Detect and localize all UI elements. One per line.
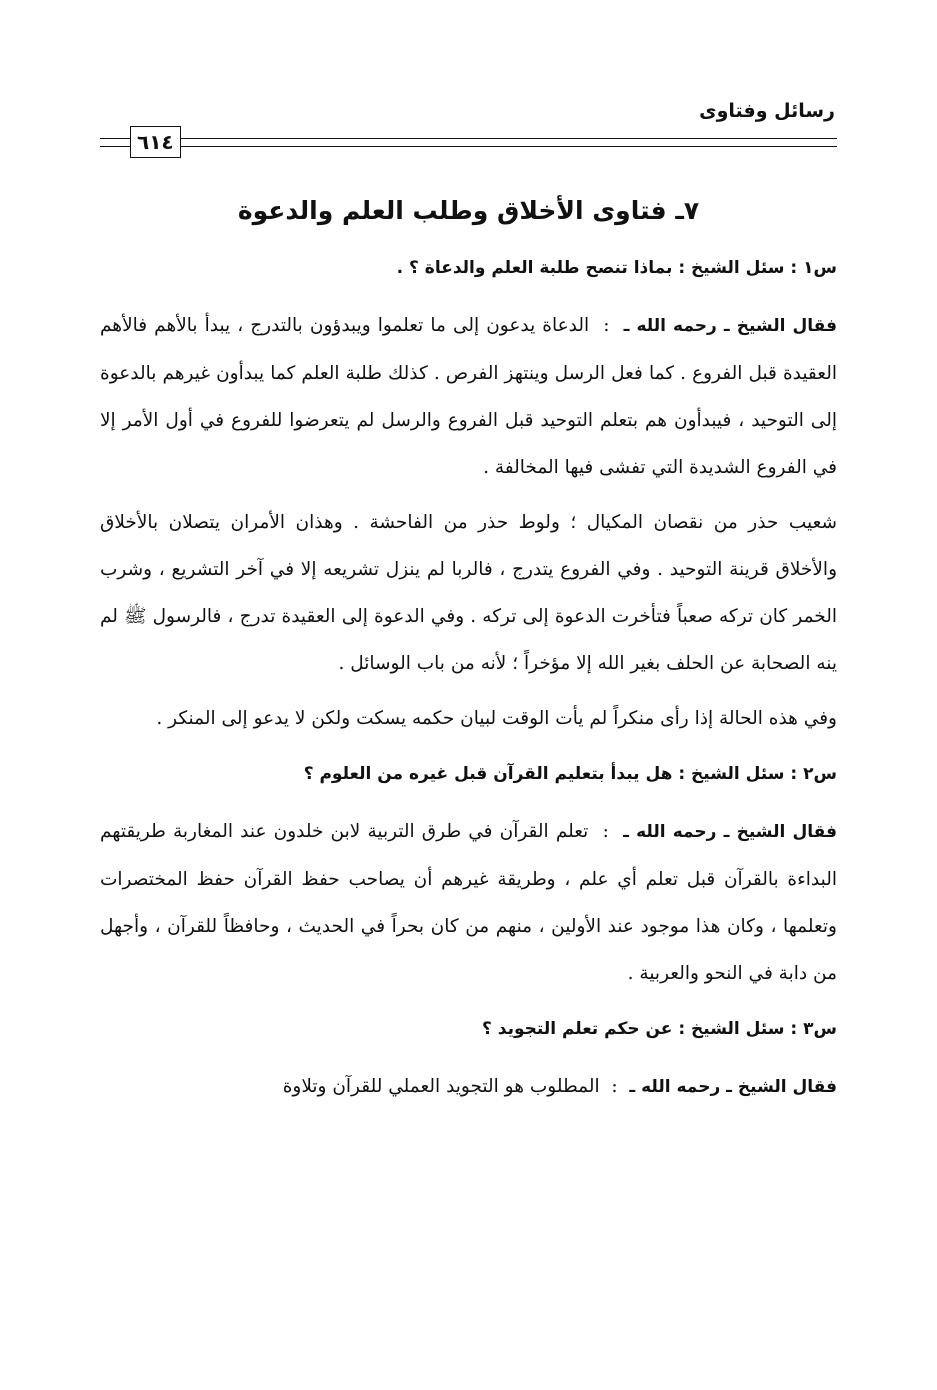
page-number: ٦١٤ [130,126,181,158]
answer-2-paragraph-1: فقال الشيخ ـ رحمه الله ـ : تعلم القرآن في طرق التربية لابن خلدون عند المغاربة طريقتهم البداءة بالقرآن قبل تعلم أي علم ، وطريقة غيرهم أن يصاحب حفظ القرآن حفظ المختصرات وتعلمها ، وكان هذا موجود عند الأولين ، منهم من كان بحراً في الحديث ، وحافظاً للقرآن ، وأجهل من دابة في النحو والعربية . [100,821,837,984]
section-title: ٧ـ فتاوى الأخلاق وطلب العلم والدعوة [237,196,700,225]
answer-text: تعلم القرآن في طرق التربية لابن خلدون عند المغاربة طريقتهم البداءة بالقرآن قبل تعلم أي علم ، وطريقة غيرهم أن يصاحب حفظ القرآن حفظ المختصرات وتعلمها ، وكان هذا موجود عند الأولين ، منهم من كان بحراً في الحديث ، وحافظاً للقرآن ، وأجهل من دابة في النحو والعربية . [100,821,837,984]
answer-1-paragraph-2: شعيب حذر من نقصان المكيال ؛ ولوط حذر من الفاحشة . وهذان الأمران يتصلان بالأخلاق والأخلاق قرينة التوحيد . وفي الفروع يتدرج ، فالربا لم ينزل تشريعه إلا في آخر التشريع ، وشرب الخمر كان تركه صعباً فتأخرت الدعوة إلى تركه . وفي الدعوة إلى العقيدة تدرج ، فالرسول ﷺ لم ينه الصحابة عن الحلف بغير الله إلا مؤخراً ؛ لأنه من باب الوسائل . [100,512,837,674]
answer-3-paragraph-1: فقال الشيخ ـ رحمه الله ـ : المطلوب هو التجويد العملي للقرآن وتلاوة [282,1076,837,1097]
answer-text: الدعاة يدعون إلى ما تعلموا ويبدؤون بالتدرج ، يبدأ بالأهم فالأهم العقيدة قبل الفروع . كما فعل الرسل وينتهز الفرص . كذلك طلبة العلم كما يبدأون غيرهم بالدعوة إلى التوحيد ، فيبدأون هم بتعلم التوحيد قبل الفروع والرسل لم يتعرضوا للفروع في أول الأمر إلا في الفروع الشديدة التي تفشى فيها المخالفة . [100,315,837,478]
answer-1-paragraph-3: وفي هذه الحالة إذا رأى منكراً لم يأت الوقت لبيان حكمه يسكت ولكن لا يدعو إلى المنكر . [156,708,837,729]
question-1: س١ : سئل الشيخ : بماذا تنصح طلبة العلم والدعاة ؟ . [396,258,837,278]
header-rule [100,138,837,139]
answer-lead: فقال الشيخ ـ رحمه الله ـ [623,316,838,336]
page-content [100,182,837,1117]
question-2: س٢ : سئل الشيخ : هل يبدأ بتعليم القرآن قبل غيره من العلوم ؟ [303,764,837,784]
answer-lead: فقال الشيخ ـ رحمه الله ـ [623,822,837,842]
answer-lead: فقال الشيخ ـ رحمه الله ـ [629,1077,837,1097]
answer-1-paragraph-1: فقال الشيخ ـ رحمه الله ـ : الدعاة يدعون إلى ما تعلموا ويبدؤون بالتدرج ، يبدأ بالأهم فالأهم العقيدة قبل الفروع . كما فعل الرسل وينتهز الفرص . كذلك طلبة العلم كما يبدأون غيرهم بالدعوة إلى التوحيد ، فيبدأون هم بتعلم التوحيد قبل الفروع والرسل لم يتعرضوا للفروع في أول الأمر إلا في الفروع الشديدة التي تفشى فيها المخالفة . [100,315,838,478]
question-3: س٣ : سئل الشيخ : عن حكم تعلم التجويد ؟ [481,1019,837,1039]
header-rule [100,146,837,147]
running-title: رسائل وفتاوى [699,100,835,122]
answer-text: المطلوب هو التجويد العملي للقرآن وتلاوة [282,1076,600,1097]
